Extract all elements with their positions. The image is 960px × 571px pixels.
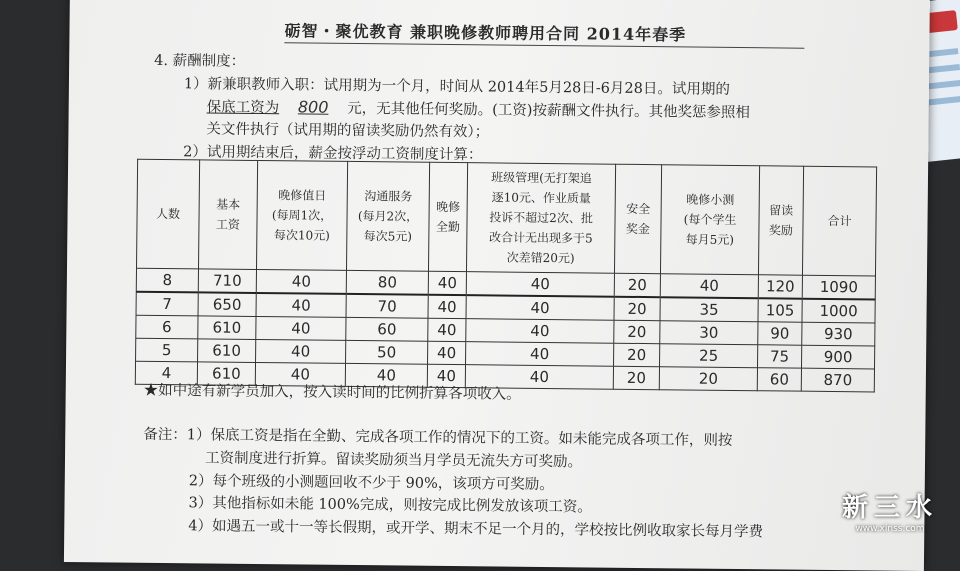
item1-line2-rest: 元，无其他任何奖励。(工资)按薪酬文件执行。其他奖惩参照相 [347, 100, 751, 122]
table-cell: 40 [345, 363, 427, 387]
table-cell: 20 [614, 297, 660, 321]
remark-line-2: 工资制度进行折算。留读奖励须当月学员无流失方可奖励。 [204, 450, 583, 471]
remark-line-1: 备注：1）保底工资是指在全勤、完成各项工作的情况下的工资。如未能完成各项工作，则按 [143, 426, 733, 449]
guarantee-wage-amount: 800 [297, 97, 329, 117]
table-cell: 50 [346, 340, 428, 364]
table-cell: 75 [757, 345, 801, 368]
table-cell: 105 [758, 298, 802, 322]
table-cell: 40 [427, 364, 465, 387]
section-heading: 4. 薪酬制度： [154, 52, 246, 70]
table-cell: 20 [614, 273, 660, 297]
table-cell: 650 [198, 292, 256, 316]
table-cell: 20 [659, 367, 757, 391]
table-cell: 120 [758, 275, 802, 299]
column-header: 晚修小测 (每个学生 每月5元) [660, 165, 759, 275]
table-cell: 40 [428, 295, 466, 319]
table-cell: 80 [346, 270, 428, 294]
item1-line1: 1）新兼职教师入职：试用期为一个月，时间从 2014年5月28日-6月28日。试用期的 [183, 76, 730, 98]
column-header: 晚修值日 (每周1次， 每次10元) [256, 160, 347, 270]
table-cell: 40 [428, 341, 466, 364]
table-cell: 870 [801, 368, 874, 392]
table-cell: 610 [198, 316, 256, 340]
item1-line3: 关文件执行（试用期的留读奖励仍然有效）； [206, 121, 490, 141]
column-header: 基本 工资 [199, 160, 258, 270]
table-cell: 610 [197, 362, 255, 386]
remark-line-5: 4）如遇五一或十一等长假期，或开学、期末不足一个月的，学校按比例收取家长每月学费 [188, 518, 764, 541]
column-header: 班级管理(无打架追 逐10元、作业质量 投诉不超过2次、批 改合计无出现多于5 次差错20元) [466, 163, 615, 274]
table-cell: 20 [614, 320, 660, 343]
remark-line-4: 3）其他指标如未能 100%完成，则按完成比例发放该项工资。 [188, 495, 592, 516]
table-cell: 7 [136, 292, 198, 316]
guarantee-wage-label: 保底工资为 [206, 99, 280, 117]
column-header: 安全 奖金 [614, 164, 661, 273]
table-cell: 710 [198, 269, 256, 293]
table-cell: 20 [613, 366, 659, 389]
contract-title: 砺智・聚优教育 兼职晚修教师聘用合同 2014年春季 [284, 21, 687, 45]
table-header-row [137, 159, 877, 276]
column-header: 人数 [137, 159, 200, 269]
column-header: 沟通服务 (每月2次， 每次5元) [346, 161, 429, 271]
watermark-logo: 新三水 [841, 493, 938, 523]
table-cell: 40 [256, 293, 346, 317]
table-cell: 610 [198, 339, 256, 363]
watermark-url: www.xinss.com [855, 524, 925, 534]
salary-table [135, 159, 877, 393]
table-cell: 40 [465, 365, 613, 390]
table-cell: 25 [660, 344, 758, 368]
table-cell: 40 [660, 274, 758, 299]
table-cell: 40 [466, 319, 614, 344]
table-cell: 8 [136, 268, 198, 292]
table-cell: 60 [757, 368, 801, 391]
remark-line-3: 2）每个班级的小测题回收不少于 90%，该项方可奖励。 [188, 473, 554, 494]
item2-line: 2）试用期结束后，薪金按浮动工资制度计算： [183, 144, 483, 164]
site-watermark [842, 487, 938, 534]
table-cell: 900 [801, 345, 874, 369]
table-cell: 40 [255, 362, 345, 386]
table-cell: 35 [660, 297, 758, 322]
table-cell: 40 [466, 342, 614, 367]
column-header: 留读 奖励 [758, 166, 803, 275]
table-cell: 930 [802, 322, 875, 346]
contract-page [64, 0, 930, 571]
table-cell: 40 [466, 272, 614, 297]
table-cell: 40 [428, 318, 466, 341]
table-cell: 1090 [802, 275, 875, 299]
column-header: 合计 [802, 166, 876, 276]
table-cell: 30 [660, 321, 758, 345]
table-cell: 5 [136, 338, 198, 362]
table-cell: 70 [346, 294, 428, 318]
table-cell: 40 [466, 295, 614, 320]
table-cell: 20 [614, 343, 660, 366]
star-note: ★如中途有新学员加入，按入读时间的比例折算各项收入。 [143, 382, 521, 403]
table-cell: 40 [256, 316, 346, 340]
table-cell: 40 [256, 269, 346, 293]
table-cell: 40 [256, 339, 346, 363]
table-cell: 1000 [802, 299, 875, 323]
table-cell: 40 [428, 271, 466, 295]
column-header: 晚修 全勤 [428, 162, 467, 271]
table-cell: 6 [136, 315, 198, 339]
table-cell: 4 [135, 361, 197, 385]
table-cell: 90 [758, 322, 802, 345]
table-cell: 60 [346, 317, 428, 341]
